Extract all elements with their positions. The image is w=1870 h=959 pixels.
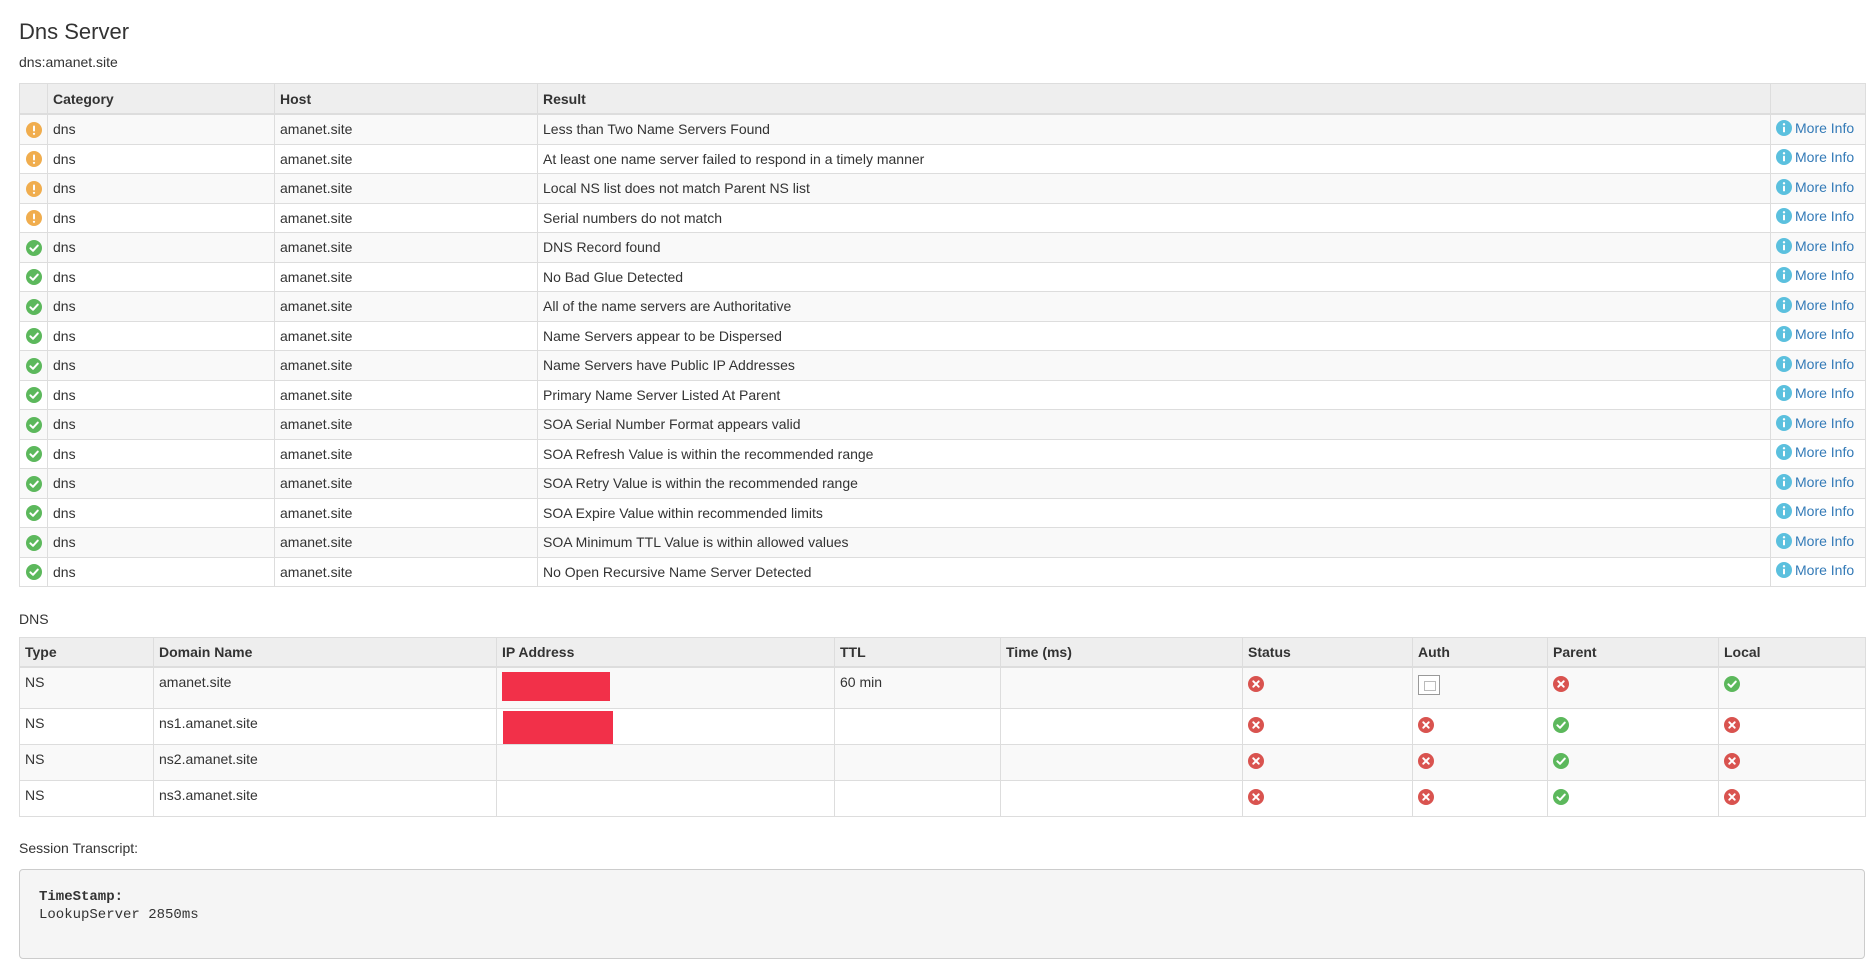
check-icon [26,387,42,403]
page-title: Dns Server [19,19,130,44]
check-icon [26,269,42,285]
status-cell [20,262,48,292]
error-icon [1248,676,1264,692]
error-icon [1418,753,1434,769]
status-cell [20,498,48,528]
info-icon [1776,179,1792,195]
category-cell: dns [48,380,275,410]
dns-header-local: Local [1719,638,1866,668]
more-info-link[interactable] [1776,326,1854,342]
more-info-label: More Info [1795,326,1855,343]
check-icon [26,328,42,344]
more-info-label: More Info [1795,119,1855,136]
error-icon [1418,717,1434,733]
domain-cell: amanet.site [154,667,497,709]
category-cell: dns [48,292,275,322]
table-row [20,144,1866,174]
host-cell: amanet.site [275,380,538,410]
ip-cell [497,667,835,709]
status-cell [1243,709,1413,745]
status-cell [20,174,48,204]
status-cell [20,528,48,558]
host-cell: amanet.site [275,203,538,233]
time-cell [1001,781,1243,817]
result-cell: DNS Record found [538,233,1771,263]
table-row [20,557,1866,587]
warning-icon [26,122,42,138]
status-cell [1243,745,1413,781]
time-cell [1001,745,1243,781]
info-icon [1776,208,1792,224]
local-cell [1719,667,1866,709]
more-info-label: More Info [1795,178,1855,195]
status-cell [20,557,48,587]
result-cell: Name Servers appear to be Dispersed [538,321,1771,351]
more-info-cell [1771,498,1866,528]
error-icon [1248,717,1264,733]
results-header-info [1771,84,1866,115]
status-cell [20,292,48,322]
dns-header-type: Type [20,638,154,668]
dns-header-auth: Auth [1413,638,1548,668]
table-row [20,745,1866,781]
host-cell: amanet.site [275,292,538,322]
table-row [20,667,1866,709]
redacted-block [503,711,613,745]
more-info-cell [1771,439,1866,469]
info-icon [1776,297,1792,313]
table-row [20,709,1866,745]
info-icon [1776,415,1792,431]
results-header-host: Host [275,84,538,115]
results-header-row [20,84,1866,115]
more-info-link[interactable] [1776,120,1854,136]
host-cell: amanet.site [275,114,538,144]
status-cell [20,380,48,410]
check-icon [26,446,42,462]
domain-cell: ns1.amanet.site [154,709,497,745]
category-cell: dns [48,557,275,587]
dns-header-parent: Parent [1548,638,1719,668]
status-cell [20,410,48,440]
check-icon [26,564,42,580]
more-info-label: More Info [1795,267,1855,284]
page-subtitle: dns:amanet.site [19,54,118,70]
info-icon [1776,562,1792,578]
check-icon [26,358,42,374]
session-transcript-label: Session Transcript: [19,840,139,856]
table-row [20,174,1866,204]
status-cell [20,321,48,351]
info-icon [1776,503,1792,519]
transcript-timestamp-label: TimeStamp: [39,889,124,905]
results-header-category: Category [48,84,275,115]
time-cell [1001,667,1243,709]
more-info-cell [1771,351,1866,381]
warning-icon [26,181,42,197]
host-cell: amanet.site [275,262,538,292]
type-cell: NS [20,781,154,817]
error-icon [1248,789,1264,805]
more-info-label: More Info [1795,503,1855,520]
result-cell: All of the name servers are Authoritative [538,292,1771,322]
host-cell: amanet.site [275,469,538,499]
more-info-cell [1771,203,1866,233]
results-header-result: Result [538,84,1771,115]
info-icon [1776,238,1792,254]
error-icon [1724,753,1740,769]
table-row [20,469,1866,499]
local-cell [1719,781,1866,817]
status-cell [20,114,48,144]
more-info-link[interactable] [1776,385,1854,401]
result-cell: Serial numbers do not match [538,203,1771,233]
parent-cell [1548,745,1719,781]
check-icon [1724,676,1740,692]
result-cell: SOA Retry Value is within the recommended range [538,469,1771,499]
more-info-link[interactable] [1776,238,1854,254]
table-row [20,114,1866,144]
category-cell: dns [48,174,275,204]
redacted-block [502,672,610,701]
category-cell: dns [48,233,275,263]
broken-image-icon [1418,675,1440,695]
auth-cell [1413,781,1548,817]
results-table [19,83,1866,587]
category-cell: dns [48,528,275,558]
category-cell: dns [48,351,275,381]
dns-header-ip: IP Address [497,638,835,668]
more-info-cell [1771,321,1866,351]
check-icon [26,417,42,433]
category-cell: dns [48,114,275,144]
domain-cell: ns2.amanet.site [154,745,497,781]
more-info-cell [1771,469,1866,499]
host-cell: amanet.site [275,174,538,204]
results-header-status [20,84,48,115]
host-cell: amanet.site [275,144,538,174]
local-cell [1719,745,1866,781]
status-cell [20,203,48,233]
dns-header-domain: Domain Name [154,638,497,668]
host-cell: amanet.site [275,498,538,528]
ttl-cell: 60 min [835,667,1001,709]
warning-icon [26,210,42,226]
more-info-label: More Info [1795,296,1855,313]
more-info-link[interactable] [1776,444,1854,460]
ip-cell [497,781,835,817]
dns-header-time: Time (ms) [1001,638,1243,668]
results-body [20,114,1866,587]
more-info-label: More Info [1795,444,1855,461]
ttl-cell [835,781,1001,817]
more-info-cell [1771,262,1866,292]
host-cell: amanet.site [275,410,538,440]
category-cell: dns [48,262,275,292]
session-transcript [19,869,1865,959]
more-info-cell [1771,114,1866,144]
result-cell: SOA Refresh Value is within the recommended range [538,439,1771,469]
info-icon [1776,326,1792,342]
error-icon [1248,753,1264,769]
category-cell: dns [48,321,275,351]
more-info-cell [1771,233,1866,263]
result-cell: No Bad Glue Detected [538,262,1771,292]
more-info-label: More Info [1795,237,1855,254]
table-row [20,262,1866,292]
category-cell: dns [48,203,275,233]
auth-cell [1413,709,1548,745]
host-cell: amanet.site [275,439,538,469]
table-row [20,233,1866,263]
transcript-line: LookupServer 2850ms [39,907,199,923]
ip-cell [497,709,835,745]
check-icon [26,240,42,256]
ttl-cell [835,709,1001,745]
status-cell [1243,781,1413,817]
table-row [20,203,1866,233]
ttl-cell [835,745,1001,781]
more-info-link[interactable] [1776,562,1854,578]
result-cell: Less than Two Name Servers Found [538,114,1771,144]
auth-cell [1413,667,1548,709]
check-icon [26,476,42,492]
check-icon [26,505,42,521]
parent-cell [1548,709,1719,745]
auth-cell [1413,745,1548,781]
error-icon [1724,717,1740,733]
domain-cell: ns3.amanet.site [154,781,497,817]
more-info-label: More Info [1795,355,1855,372]
table-row [20,321,1866,351]
check-icon [26,299,42,315]
parent-cell [1548,781,1719,817]
check-icon [1553,717,1569,733]
more-info-cell [1771,557,1866,587]
time-cell [1001,709,1243,745]
host-cell: amanet.site [275,528,538,558]
info-icon [1776,149,1792,165]
status-cell [1243,667,1413,709]
more-info-link[interactable] [1776,267,1854,283]
info-icon [1776,444,1792,460]
more-info-label: More Info [1795,149,1855,166]
result-cell: At least one name server failed to respond in a timely manner [538,144,1771,174]
more-info-link[interactable] [1776,533,1854,549]
more-info-cell [1771,292,1866,322]
dns-header-row [20,638,1866,668]
more-info-label: More Info [1795,414,1855,431]
category-cell: dns [48,410,275,440]
check-icon [1553,753,1569,769]
more-info-link[interactable] [1776,356,1854,372]
table-row [20,781,1866,817]
dns-header-ttl: TTL [835,638,1001,668]
category-cell: dns [48,144,275,174]
host-cell: amanet.site [275,351,538,381]
more-info-link[interactable] [1776,179,1854,195]
result-cell: No Open Recursive Name Server Detected [538,557,1771,587]
check-icon [1553,789,1569,805]
more-info-label: More Info [1795,385,1855,402]
dns-body [20,667,1866,817]
more-info-cell [1771,174,1866,204]
status-cell [20,469,48,499]
warning-icon [26,151,42,167]
result-cell: Primary Name Server Listed At Parent [538,380,1771,410]
result-cell: Name Servers have Public IP Addresses [538,351,1771,381]
info-icon [1776,267,1792,283]
host-cell: amanet.site [275,321,538,351]
more-info-link[interactable] [1776,208,1854,224]
table-row [20,410,1866,440]
more-info-cell [1771,144,1866,174]
error-icon [1724,789,1740,805]
table-row [20,439,1866,469]
host-cell: amanet.site [275,557,538,587]
more-info-label: More Info [1795,473,1855,490]
dns-section-title: DNS [19,611,49,627]
more-info-cell [1771,380,1866,410]
status-cell [20,144,48,174]
result-cell: Local NS list does not match Parent NS list [538,174,1771,204]
info-icon [1776,385,1792,401]
dns-header-status: Status [1243,638,1413,668]
result-cell: SOA Expire Value within recommended limits [538,498,1771,528]
category-cell: dns [48,498,275,528]
result-cell: SOA Serial Number Format appears valid [538,410,1771,440]
dns-table [19,637,1866,817]
status-cell [20,351,48,381]
more-info-label: More Info [1795,532,1855,549]
type-cell: NS [20,709,154,745]
table-row [20,351,1866,381]
result-cell: SOA Minimum TTL Value is within allowed values [538,528,1771,558]
info-icon [1776,533,1792,549]
more-info-cell [1771,410,1866,440]
parent-cell [1548,667,1719,709]
more-info-link[interactable] [1776,503,1854,519]
table-row [20,292,1866,322]
more-info-link[interactable] [1776,415,1854,431]
category-cell: dns [48,439,275,469]
check-icon [26,535,42,551]
more-info-label: More Info [1795,208,1855,225]
table-row [20,498,1866,528]
table-row [20,380,1866,410]
host-cell: amanet.site [275,233,538,263]
ip-cell [497,745,835,781]
type-cell: NS [20,745,154,781]
info-icon [1776,474,1792,490]
info-icon [1776,356,1792,372]
more-info-link[interactable] [1776,474,1854,490]
table-row [20,528,1866,558]
more-info-link[interactable] [1776,149,1854,165]
more-info-link[interactable] [1776,297,1854,313]
status-cell [20,233,48,263]
local-cell [1719,709,1866,745]
more-info-cell [1771,528,1866,558]
more-info-label: More Info [1795,562,1855,579]
error-icon [1553,676,1569,692]
error-icon [1418,789,1434,805]
status-cell [20,439,48,469]
category-cell: dns [48,469,275,499]
info-icon [1776,120,1792,136]
type-cell: NS [20,667,154,709]
